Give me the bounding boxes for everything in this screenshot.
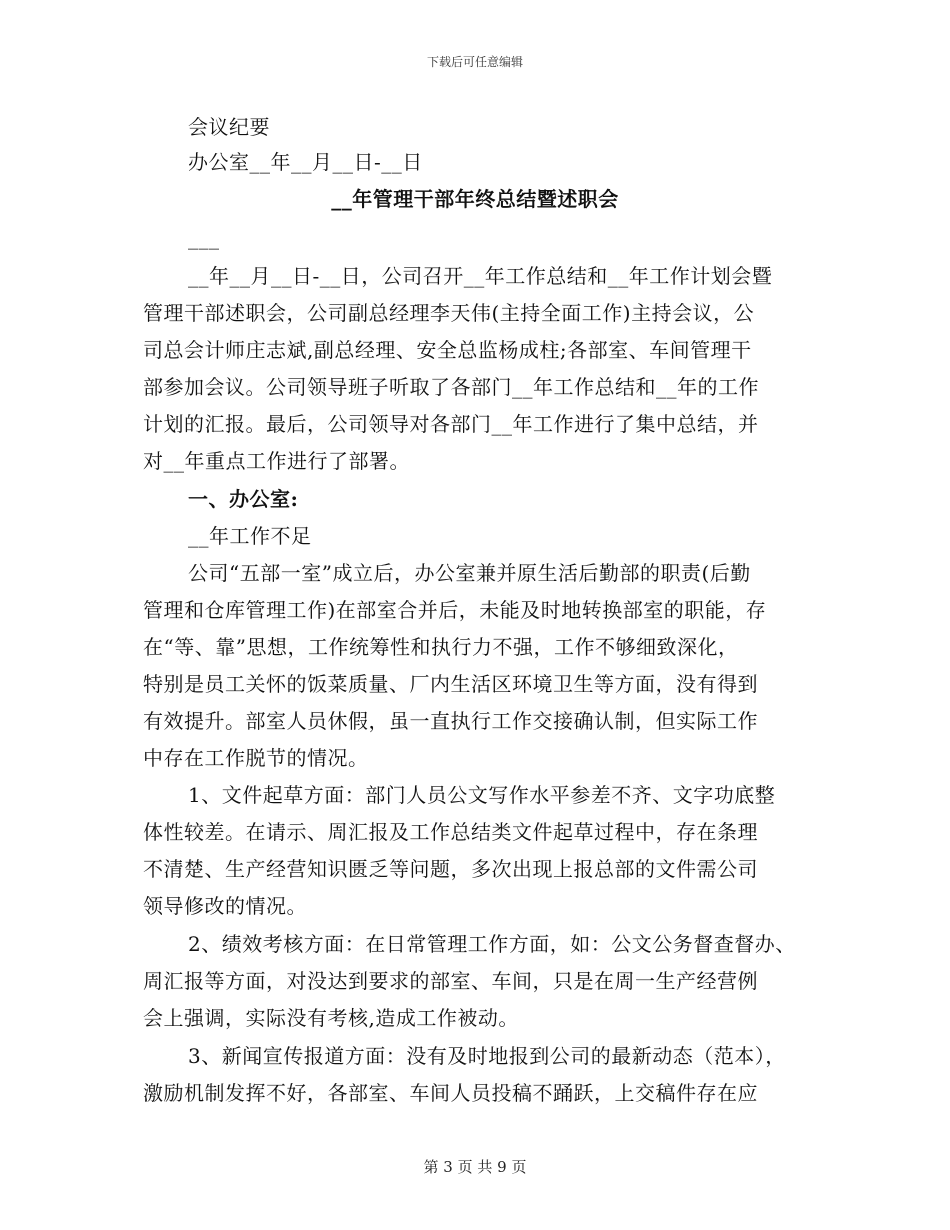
section-heading-office: 一、办公室:: [188, 487, 299, 511]
memo-issuer-date: 办公室__年__月__日-__日: [188, 150, 423, 174]
item-performance-line: 会上强调，实际没有考核,造成工作被动。: [143, 1006, 519, 1030]
intro-line: 对__年重点工作进行了部署。: [143, 449, 410, 473]
document-title: __年管理干部年终总结暨述职会: [331, 187, 619, 211]
office-paragraph-line: 中存在工作脱节的情况。: [143, 746, 369, 770]
item-drafting-line: 领导修改的情况。: [143, 894, 307, 918]
memo-heading: 会议纪要: [188, 115, 270, 139]
item-drafting-line: 1、文件起草方面：部门人员公文写作水平参差不齐、文字功底整: [188, 783, 776, 807]
item-publicity-line: 激励机制发挥不好，各部室、车间人员投稿不踊跃，上交稿件存在应: [143, 1081, 758, 1105]
item-performance-line: 2、绩效考核方面：在日常管理工作方面，如：公文公务督查督办、: [188, 932, 796, 956]
intro-line: 司总会计师庄志斌,副总经理、安全总监杨成柱;各部室、车间管理干: [143, 338, 752, 362]
intro-line: 管理干部述职会，公司副总经理李天伟(主持全面工作)主持会议，公: [143, 301, 755, 325]
office-paragraph-line: 管理和仓库管理工作)在部室合并后，未能及时地转换部室的职能，存: [143, 598, 767, 622]
item-drafting-line: 体性较差。在请示、周汇报及工作总结类文件起草过程中，存在条理: [143, 820, 758, 844]
memo-blank-line: ___: [188, 226, 220, 250]
office-paragraph-line: 特别是员工关怀的饭菜质量、厂内生活区环境卫生等方面，没有得到: [143, 672, 758, 696]
office-paragraph-line: 有效提升。部室人员休假，虽一直执行工作交接确认制，但实际工作: [143, 709, 758, 733]
item-performance-line: 周汇报等方面，对没达到要求的部室、车间，只是在周一生产经营例: [143, 969, 758, 993]
office-paragraph-line: 在“等、靠”思想，工作统筹性和执行力不强，工作不够细致深化，: [143, 635, 739, 659]
item-publicity-line: 3、新闻宣传报道方面：没有及时地报到公司的最新动态（范本），: [188, 1044, 786, 1068]
section-subheading: __年工作不足: [188, 524, 312, 548]
office-paragraph-line: 公司“五部一室”成立后，办公室兼并原生活后勤部的职责(后勤: [188, 561, 751, 585]
intro-line: 部参加会议。公司领导班子听取了各部门__年工作总结和__年的工作: [143, 375, 759, 399]
intro-line: __年__月__日-__日，公司召开__年工作总结和__年工作计划会暨: [188, 264, 773, 288]
intro-line: 计划的汇报。最后，公司领导对各部门__年工作进行了集中总结，并: [143, 412, 759, 436]
page-number: 第 3 页 共 9 页: [423, 1158, 527, 1176]
page-header-note: 下载后可任意编辑: [426, 55, 523, 69]
item-drafting-line: 不清楚、生产经营知识匮乏等问题，多次出现上报总部的文件需公司: [143, 857, 758, 881]
